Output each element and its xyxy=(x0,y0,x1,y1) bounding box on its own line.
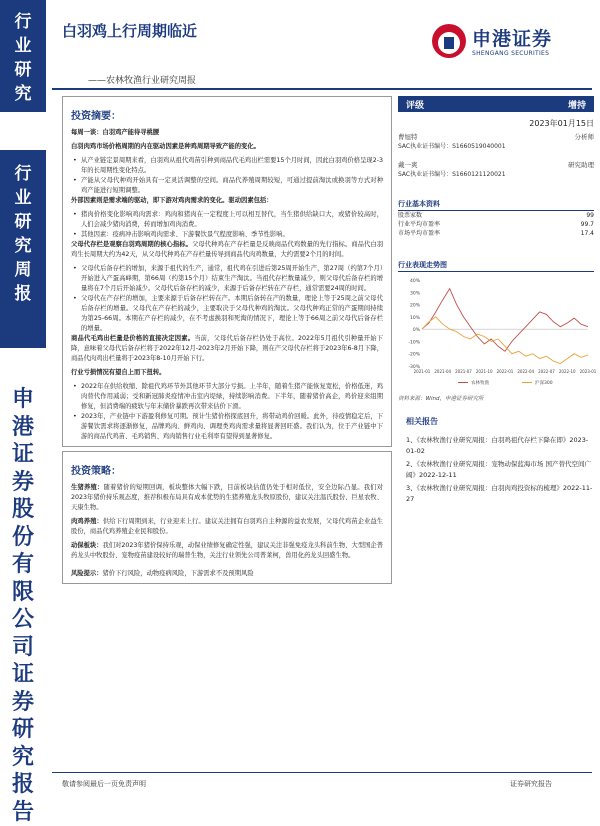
related-list xyxy=(398,435,594,504)
related-item[interactable]: 1、《农林牧渔行业研究周报：白羽鸡祖代存栏下降在即》2023-01-02 xyxy=(406,436,589,455)
basics-table xyxy=(398,211,594,238)
sidebar-mid-label: 行业研究周报 xyxy=(14,164,32,304)
basics-title: 行业基本资料 xyxy=(398,199,594,211)
related-item[interactable]: 2、《农林牧渔行业研究周报：宠物动保蓝海市场 国产替代空间广阔》2022-12-11 xyxy=(406,460,591,479)
header-divider xyxy=(52,88,592,90)
logo-name-cn: 申港证券 xyxy=(472,28,553,50)
paragraph: 外部因素则是需求端的驱动，即下游对鸡肉需求的变化。驱动因素包括： xyxy=(71,197,273,204)
risk-line: 风险提示：猪价下行风险，动物疫病风险，下游需求不及预期风险 xyxy=(71,570,254,577)
bullet-paragraph: • 父母代后备存栏的增加，来源于祖代的生产，通常，祖代鸡在引进后第25周开始生产，第27周（约第7个月）开始进入产蛋高峰期，第66周（约第15个月）结束生产淘汰。当祖代存栏数量减少，则父母代后备存栏的增量将在7个月后开始减少。父母代后备存栏的减少，来源于后备存栏转在产存栏，通常需要24周的时间。 xyxy=(71,264,383,294)
trend-title: 行业表现走势图 xyxy=(398,260,594,272)
y-tick-label: 10% xyxy=(409,315,420,321)
summary-body xyxy=(71,128,383,442)
rating-value: 增持 xyxy=(567,100,586,111)
x-tick-label: 2022-04 xyxy=(517,369,535,374)
right-panel xyxy=(398,96,597,507)
company-logo xyxy=(432,22,592,72)
footer-divider xyxy=(52,772,592,773)
paragraph: 白羽肉鸡市场价格周期的内在驱动因素是种鸡周期导致产能的变化。 xyxy=(71,143,260,150)
bullet-paragraph: • 猪肉价格变化影响鸡肉需求：鸡肉和猪肉在一定程度上可以相互替代，当生猪供给缺口大，或猪价较高时，人们会减少猪肉消费，转而增加鸡肉消费。 xyxy=(71,210,383,230)
paragraph: 生猪养殖：随着猪价的短期回调，板块整体大幅下跌，目前板块估值仍处于相对低位，安全边际凸显。我们对2023年猪价持乐观态度，推荐积极布局具有成本优势的生猪养殖龙头牧原股份，建议关注温氏股份、巨星农牧、天康生物。 xyxy=(71,484,384,511)
y-tick-label: 0% xyxy=(412,328,420,334)
trend-chart xyxy=(398,274,597,392)
x-tick-label: 2022-07 xyxy=(538,369,555,374)
legend-label: 沪深300 xyxy=(535,381,553,386)
basics-row: 市场平均市盈率 17.4 xyxy=(398,230,594,237)
bullet-paragraph: • 产能从父母代种鸡开始具有一定灵活调整的空间。商品代养殖周期较短，可通过提前淘汰或换羽等方式对种鸡产能进行短期调整。 xyxy=(71,176,383,196)
x-tick-label: 2021-10 xyxy=(475,369,493,374)
trend-chart-svg xyxy=(398,274,597,392)
bullet-paragraph: • 2023年，产业链中下游盈利修复可期。预计生猪价格探底回升，将带动鸡价回暖。此外，待疫情稳定后，下游餐饮需求将逐渐修复，品牌鸡肉、鲜鸡肉、调理类鸡肉需求量将显著回旺盛。我们认为，位于产业链中下游的商品代鸡苗、毛鸡销售、鸡肉销售行业毛利率有望得到显著修复。 xyxy=(71,412,383,442)
investment-heading: 投资策略： xyxy=(71,466,121,477)
y-tick-label: -20% xyxy=(408,352,420,358)
rating-label: 评级 xyxy=(406,100,425,111)
paragraph: 行业亏损情况有望自上而下扭转。 xyxy=(71,369,166,376)
investment-box xyxy=(62,451,392,584)
x-tick-label: 2021-07 xyxy=(455,369,472,374)
investment-body xyxy=(71,483,383,565)
sidebar-top-block xyxy=(0,0,46,112)
report-subtitle: ——农林牧渔行业研究周报 xyxy=(88,76,197,86)
y-tick-label: -10% xyxy=(408,340,420,346)
summary-box xyxy=(62,96,392,447)
x-tick-label: 2021-04 xyxy=(434,369,452,374)
paragraph: 动保板块：我们对2023年猪价保持乐观，动保业绩修复确定性强，建议关注非强免疫龙头科前生物、大型国企普药龙头中牧股份、宠物疫苗建设较好的瑞普生物，关注行业领先公司普莱柯，兽用化药龙头回盛生物。 xyxy=(71,542,384,559)
y-tick-label: 40% xyxy=(409,279,420,284)
report-title: 白羽鸡上行周期临近 xyxy=(62,22,198,40)
main-content xyxy=(62,96,392,588)
bullet-paragraph: • 2022年在供给收缩、除祖代鸡环节外其他环节大部分亏损。上半年，随着生猪产能恢复宽松，价格低迷，鸡肉替代作用减弱；受和新冠肺炎疫情冲击室内堤绿，持续影响消费。下半年，随着猪价高企，鸡价迎来组期修复，但消费端的疲软与年末储价暴跌再次带来估价下滑。 xyxy=(71,382,383,412)
logo-mark-icon xyxy=(432,24,466,58)
sidebar xyxy=(0,0,46,825)
analyst-2: 戴一爽 研究助理 SAC执业证书编号：S1660121120021 xyxy=(398,161,594,178)
analyst-1: 曹旭特 分析师 SAC执业证书编号：S1660519040001 xyxy=(398,133,594,150)
report-date: 2023年01月15日 xyxy=(529,119,594,128)
summary-heading: 投资摘要： xyxy=(71,111,121,122)
x-tick-label: 2023-01 xyxy=(579,369,597,374)
footer-label: 证券研究报告 xyxy=(510,780,552,788)
legend-label: 农林牧渔 xyxy=(471,381,489,386)
sidebar-mid-block xyxy=(0,150,46,348)
paragraph: 每周一谈：白羽鸡产能待寻桃腰 xyxy=(71,129,160,136)
basics-row: 行业平均市盈率 99.7 xyxy=(398,221,594,228)
y-tick-label: -30% xyxy=(408,365,420,370)
x-tick-label: 2021-01 xyxy=(413,369,431,374)
bullet-paragraph: • 父母代在产存栏的增加，主要来源于后备存栏转在产。本期后备转在产的数量，理论上等于25周之前父母代后备存栏的增量。父母代在产存栏的减少，主要取决于父母代种鸡的淘汰。父母代种鸡正常的产蛋期间持续为第25-66周。本期在产存栏的减少，在不考虑换羽和死淘的情况下，理论上等于66周之前父母代后备存栏的增量。 xyxy=(71,294,383,334)
rating-bar xyxy=(398,96,594,112)
bullet-paragraph: • 从产业链定景周期来看，白羽鸡从祖代鸡苗引种到商品代毛鸡出栏需要15个月时间，因此白羽鸡价格呈现2-3年的长周期性变化特点。 xyxy=(71,156,383,176)
bullet-paragraph: • 其他因素：疫病冲击影响鸡肉需求、下游餐饮景气程度影响、季节性影响。 xyxy=(71,230,383,240)
series-line xyxy=(422,317,588,364)
logo-name-en: SHENGANG SECURITIES xyxy=(472,50,550,57)
x-tick-label: 2022-10 xyxy=(558,369,576,374)
sidebar-bottom-block xyxy=(0,378,46,825)
x-tick-label: 2022-01 xyxy=(496,369,514,374)
paragraph: 父母代存栏是观察白羽鸡周期的核心指标。父母代种鸡在产存栏量是反映商品代鸡数量的先行指标。商品代白羽鸡生长周期大约为42天，从父母代种鸡在产存栏量传导到商品代肉鸡数量，大约需要2个月的时间。 xyxy=(71,241,384,258)
y-tick-label: 20% xyxy=(409,303,420,309)
related-item[interactable]: 3、《农林牧渔行业研究周报：白羽肉鸡投资标的梳理》2022-11-27 xyxy=(406,484,593,503)
related-title: 相关报告 xyxy=(406,417,438,426)
sidebar-top-label: 行业研究 xyxy=(14,12,32,104)
basics-row: 股票家数 99 xyxy=(398,212,594,219)
sidebar-bottom-label: 申港证券股份有限公司证券研究报告 xyxy=(11,386,34,825)
chart-source: 资料来源：Wind，申港证券研究所 xyxy=(398,396,484,402)
footer-disclaimer[interactable]: 敬请参阅最后一页免责声明 xyxy=(62,780,146,788)
paragraph: 肉鸡养殖：供给下行周期到来，行业迎来上行。建议关注拥有白羽鸡自主种源的益农发展，父母代鸡苗企业益生股份，商品代鸡养殖企业民和股份。 xyxy=(71,518,384,535)
paragraph: 商品代毛鸡出栏量是价格的直接决定因素。当前，父母代后备存栏仍处于高位。2022年5月祖代引种量开始下降，意味着父母代后备存栏将于2022年12月-2023年2月开始下降，则在产父母代存栏将于2023年6-8月下降，商品代肉鸡出栏量将于2023年8-10月开始下行。 xyxy=(71,335,383,362)
y-tick-label: 30% xyxy=(409,291,420,297)
series-line xyxy=(422,289,588,352)
